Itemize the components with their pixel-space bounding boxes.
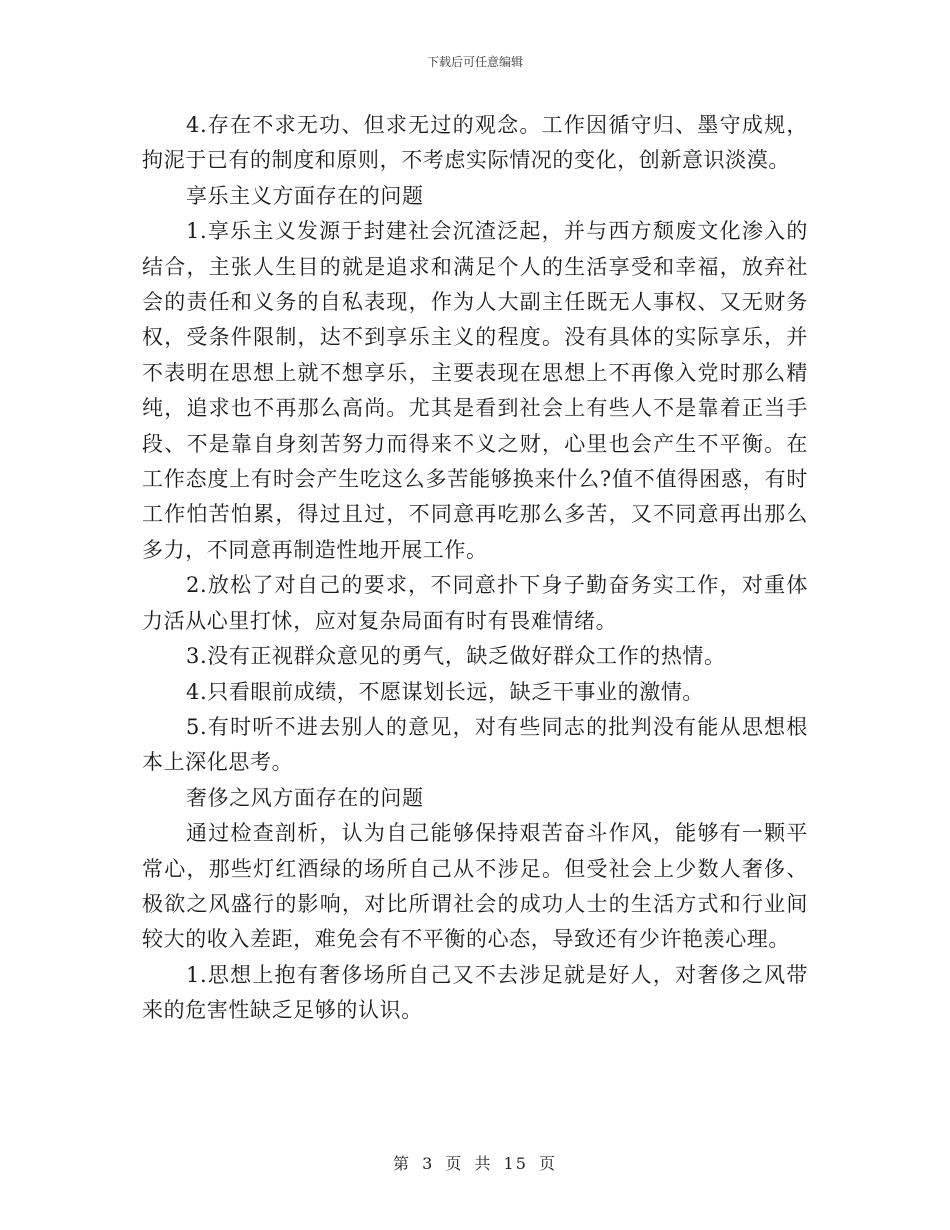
paragraph-hedonism-3: 3.没有正视群众意见的勇气，缺乏做好群众工作的热情。 xyxy=(186,644,726,669)
paragraph-conservatism: 4.存在不求无功、但求无过的观念。工作因循守归、墨守成规，拘泥于已有的制度和原则，不考虑实际情况的变化，创新意识淡漠。 xyxy=(142,113,808,173)
paragraph-hedonism-4: 4.只看眼前成绩，不愿谋划长远，缺乏干事业的激情。 xyxy=(186,679,705,704)
document-body xyxy=(142,108,808,1029)
paragraph-extravagance-1: 1.思想上抱有奢侈场所自己又不去涉足就是好人，对奢侈之风带来的危害性缺乏足够的认识。 xyxy=(142,962,808,1023)
paragraph-hedonism-5: 5.有时听不进去别人的意见，对有些同志的批判没有能从思想根本上深化思考。 xyxy=(142,714,808,775)
page-header: 下载后可任意编辑 xyxy=(426,55,523,69)
paragraph-extravagance-intro: 通过检查剖析，认为自己能够保持艰苦奋斗作风，能够有一颗平常心，那些灯红酒绿的场所自己从不涉足。但受社会上少数人奢侈、极欲之风盛行的影响，对比所谓社会的成功人士的生活方式和行业间较大的收入差距，难免会有不平衡的心态，导致还有少许艳羡心理。 xyxy=(142,821,808,952)
paragraph-hedonism-1: 1.享乐主义发源于封建社会沉渣泛起，并与西方颓废文化渗入的结合，主张人生目的就是追求和满足个人的生活享受和幸福，放弃社会的责任和义务的自私表现，作为人大副主任既无人事权、又无财务权，受条件限制，达不到享乐主义的程度。没有具体的实际享乐，并不表明在思想上就不想享乐，主要表现在思想上不再像入党时那么精纯，追求也不再那么高尚。尤其是看到社会上有些人不是靠着正当手段、不是靠自身刻苦努力而得来不义之财，心里也会产生不平衡。在工作态度上有时会产生吃这么多苦能够换来什么?值不值得困惑，有时工作怕苦怕累，得过且过，不同意再吃那么多苦，又不同意再出那么多力，不同意再制造性地开展工作。 xyxy=(142,219,808,562)
section-heading-hedonism: 享乐主义方面存在的问题 xyxy=(186,183,424,208)
section-heading-extravagance: 奢侈之风方面存在的问题 xyxy=(186,785,424,810)
paragraph-hedonism-2: 2.放松了对自己的要求，不同意扑下身子勤奋务实工作，对重体力活从心里打怵，应对复杂局面有时有畏难情绪。 xyxy=(142,573,808,633)
page-footer: 第 3 页 共 15 页 xyxy=(393,1154,557,1173)
